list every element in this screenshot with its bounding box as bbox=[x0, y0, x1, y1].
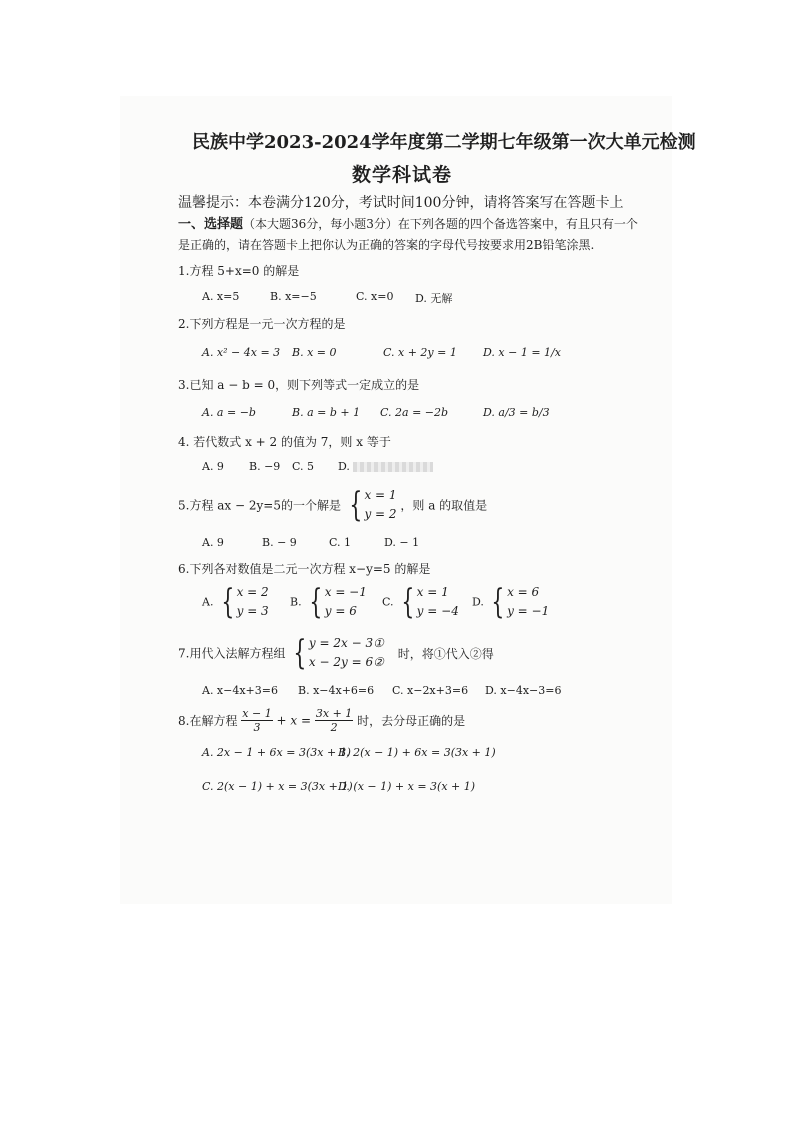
system-row: y = 6 bbox=[324, 604, 357, 618]
question-3-stem: 3.已知 a − b = 0，则下列等式一定成立的是 bbox=[178, 378, 420, 392]
section-heading bbox=[178, 213, 638, 232]
question-2-option-c: C. x + 2y = 1 bbox=[383, 346, 457, 359]
question-5-stem: 5.方程 ax − 2y=5的一个解是 bbox=[178, 498, 341, 513]
exam-title: 民族中学2023-2024学年度第二学期七年级第一次大单元检测 bbox=[192, 132, 696, 153]
question-8 bbox=[178, 708, 465, 733]
question-7-system bbox=[289, 634, 384, 672]
question-7-stem: 7.用代入法解方程组 bbox=[178, 646, 286, 661]
question-2-option-b: B. x = 0 bbox=[292, 346, 337, 359]
section-label: 一、选择题 bbox=[178, 217, 244, 232]
system-row: y = −1 bbox=[507, 604, 550, 618]
fraction-denominator: 3 bbox=[253, 721, 261, 734]
question-7-option-c: C. x−2x+3=6 bbox=[392, 684, 469, 697]
question-7-after: 时，将①代入②得 bbox=[397, 646, 494, 661]
question-5-system bbox=[345, 486, 397, 524]
question-5-option-b: B. − 9 bbox=[262, 536, 297, 549]
question-5-option-a: A. 9 bbox=[202, 536, 224, 549]
question-7-option-d: D. x−4x−3=6 bbox=[485, 684, 562, 697]
question-8-stem-after: 时，去分母正确的是 bbox=[357, 714, 466, 728]
question-1-option-a: A. x=5 bbox=[202, 290, 240, 303]
question-3-option-b: B. a = b + 1 bbox=[292, 406, 361, 419]
system-row: y = 3 bbox=[236, 604, 269, 618]
option-label: B. bbox=[290, 595, 302, 609]
question-6-option-c bbox=[382, 583, 459, 621]
question-2-stem: 2.下列方程是一元一次方程的是 bbox=[178, 317, 346, 331]
question-6-stem: 6.下列各对数值是二元一次方程 x−y=5 的解是 bbox=[178, 562, 431, 576]
option-label: D. bbox=[472, 595, 484, 609]
question-1-option-c: C. x=0 bbox=[356, 290, 394, 303]
question-8-option-a: A. 2x − 1 + 6x = 3(3x + 1) bbox=[202, 746, 351, 759]
system-row: y = 2x − 3① bbox=[308, 636, 384, 650]
question-1-option-d: D. 无解 bbox=[415, 292, 453, 305]
brace-icon: { bbox=[221, 582, 235, 622]
question-3-option-d: D. a/3 = b/3 bbox=[483, 406, 550, 419]
system-row: x = 6 bbox=[507, 585, 540, 599]
fraction-numerator: x − 1 bbox=[242, 707, 272, 720]
system-row: x = −1 bbox=[324, 585, 367, 599]
brace-icon: { bbox=[491, 582, 505, 622]
question-5-option-d: D. − 1 bbox=[384, 536, 420, 549]
brace-icon: { bbox=[293, 633, 307, 673]
brace-icon: { bbox=[401, 582, 415, 622]
question-7 bbox=[178, 634, 494, 672]
option-label: C. bbox=[382, 595, 394, 609]
question-2-option-d: D. x − 1 = 1/x bbox=[483, 346, 561, 359]
section-instruction-1: 在下列各题的四个备选答案中，有且只有一个 bbox=[397, 217, 638, 231]
question-3-option-a: A. a = −b bbox=[202, 406, 256, 419]
system-row: x = 1 bbox=[364, 488, 397, 502]
exam-subtitle: 数学科试卷 bbox=[352, 164, 453, 186]
question-4-option-a: A. 9 bbox=[202, 460, 224, 473]
system-row: x = 1 bbox=[416, 585, 449, 599]
question-8-option-b: B. 2(x − 1) + 6x = 3(3x + 1) bbox=[338, 746, 496, 759]
question-8-option-d: D. (x − 1) + x = 3(x + 1) bbox=[338, 780, 476, 793]
question-4-stem: 4. 若代数式 x + 2 的值为 7，则 x 等于 bbox=[178, 435, 391, 449]
question-6-option-b bbox=[290, 583, 367, 621]
question-1-option-b: B. x=−5 bbox=[270, 290, 317, 303]
section-instruction-2: 是正确的，请在答题卡上把你认为正确的答案的字母代号按要求用2B铅笔涂黑. bbox=[178, 238, 595, 252]
fraction-numerator: 3x + 1 bbox=[315, 707, 353, 720]
fraction bbox=[241, 708, 272, 733]
question-5-option-c: C. 1 bbox=[329, 536, 352, 549]
system-row: y = −4 bbox=[416, 604, 459, 618]
question-1-stem: 1.方程 5+x=0 的解是 bbox=[178, 264, 300, 278]
question-4-option-b: B. −9 bbox=[249, 460, 281, 473]
question-7-option-a: A. x−4x+3=6 bbox=[202, 684, 278, 697]
option-label: A. bbox=[202, 595, 214, 609]
system-row: x = 2 bbox=[236, 585, 269, 599]
question-4-option-d-label: D. bbox=[338, 460, 350, 473]
smudged-text bbox=[353, 462, 433, 472]
brace-icon: { bbox=[349, 485, 363, 525]
question-6-option-d bbox=[472, 583, 549, 621]
question-5-after: ，则 a 的取值是 bbox=[400, 498, 488, 513]
question-4-option-c: C. 5 bbox=[292, 460, 315, 473]
question-8-plus: + x = bbox=[276, 713, 312, 728]
question-2-option-a: A. x² − 4x = 3 bbox=[202, 346, 281, 359]
system-row: x − 2y = 6② bbox=[308, 655, 384, 669]
system-row: y = 2 bbox=[364, 507, 397, 521]
question-5 bbox=[178, 486, 487, 524]
question-8-option-c: C. 2(x − 1) + x = 3(3x + 1) bbox=[202, 780, 353, 793]
fraction bbox=[315, 708, 353, 733]
question-7-option-b: B. x−4x+6=6 bbox=[298, 684, 375, 697]
question-8-stem-before: 8.在解方程 bbox=[178, 714, 238, 728]
question-3-option-c: C. 2a = −2b bbox=[380, 406, 449, 419]
notice-text: 温馨提示：本卷满分120分，考试时间100分钟，请将答案写在答题卡上 bbox=[178, 195, 624, 211]
fraction-denominator: 2 bbox=[330, 721, 338, 734]
question-6-option-a bbox=[202, 583, 269, 621]
question-4-option-d bbox=[338, 460, 433, 473]
brace-icon: { bbox=[309, 582, 323, 622]
section-score-note: （本大题36分，每小题3分） bbox=[243, 217, 398, 231]
